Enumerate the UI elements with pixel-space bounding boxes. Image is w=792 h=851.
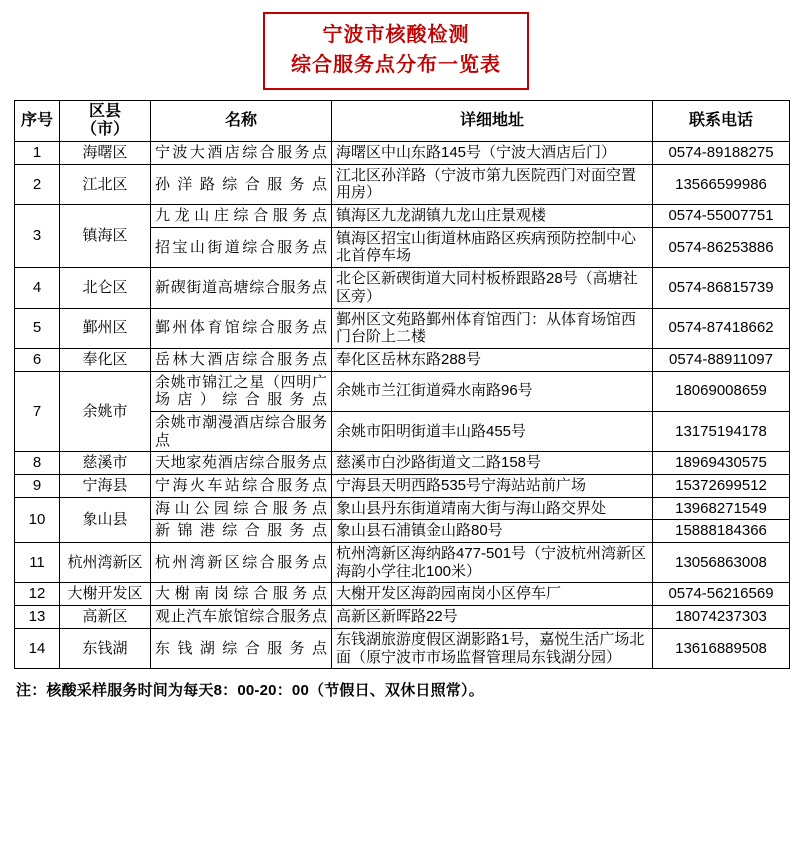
table-row: [15, 268, 790, 308]
title-line-2: 综合服务点分布一览表: [291, 54, 501, 76]
table-row: [15, 371, 790, 411]
cell-phone: 0574-55007751: [653, 205, 790, 228]
cell-district: 高新区: [60, 606, 151, 629]
cell-address: 余姚市兰江街道舜水南路96号: [332, 371, 653, 411]
cell-index: 5: [15, 308, 60, 348]
cell-address: 北仑区新碶街道大同村板桥跟路28号（高塘社区旁）: [332, 268, 653, 308]
cell-phone: 0574-87418662: [653, 308, 790, 348]
table-body: [15, 142, 790, 669]
cell-index: 13: [15, 606, 60, 629]
table-row: [15, 308, 790, 348]
cell-site-name: 余姚市潮漫酒店综合服务点: [151, 411, 332, 451]
cell-index: 4: [15, 268, 60, 308]
table-section: [0, 90, 792, 669]
cell-address: 杭州湾新区海纳路477-501号（宁波杭州湾新区海韵小学往北100米）: [332, 543, 653, 583]
header-row: [15, 101, 790, 142]
title-line-1: 宁波市核酸检测: [322, 24, 470, 46]
cell-site-name: 杭州湾新区综合服务点: [151, 543, 332, 583]
cell-address: 海曙区中山东路145号（宁波大酒店后门）: [332, 142, 653, 165]
header-district: [60, 101, 151, 142]
cell-phone: 13616889508: [653, 628, 790, 668]
cell-site-name: 九龙山庄综合服务点: [151, 205, 332, 228]
cell-phone: 0574-86253886: [653, 227, 790, 267]
table-row: [15, 606, 790, 629]
cell-index: 2: [15, 164, 60, 204]
table-row: [15, 543, 790, 583]
table-row: [15, 164, 790, 204]
cell-district: 鄞州区: [60, 308, 151, 348]
cell-site-name: 观止汽车旅馆综合服务点: [151, 606, 332, 629]
header-address: 详细地址: [332, 101, 653, 142]
cell-address: 镇海区九龙湖镇九龙山庄景观楼: [332, 205, 653, 228]
cell-district: 宁海县: [60, 475, 151, 498]
cell-address: 象山县石浦镇金山路80号: [332, 520, 653, 543]
cell-index: 14: [15, 628, 60, 668]
cell-site-name: 新碶街道高塘综合服务点: [151, 268, 332, 308]
cell-address: 镇海区招宝山街道林庙路区疾病预防控制中心北首停车场: [332, 227, 653, 267]
table-row: [15, 205, 790, 228]
title-section: [0, 0, 792, 90]
cell-index: 11: [15, 543, 60, 583]
cell-index: 1: [15, 142, 60, 165]
cell-district: 大榭开发区: [60, 583, 151, 606]
cell-district: 镇海区: [60, 205, 151, 268]
cell-index: 8: [15, 452, 60, 475]
cell-address: 高新区新晖路22号: [332, 606, 653, 629]
cell-index: 7: [15, 371, 60, 452]
cell-district: 杭州湾新区: [60, 543, 151, 583]
cell-address: 慈溪市白沙路街道文二路158号: [332, 452, 653, 475]
cell-phone: 0574-56216569: [653, 583, 790, 606]
cell-index: 12: [15, 583, 60, 606]
cell-site-name: 宁海火车站综合服务点: [151, 475, 332, 498]
cell-phone: 18969430575: [653, 452, 790, 475]
footer-note: 注：核酸采样服务时间为每天8：00-20：00（节假日、双休日照常）。: [16, 682, 484, 700]
cell-phone: 0574-89188275: [653, 142, 790, 165]
table-header: [15, 101, 790, 142]
cell-site-name: 海山公园综合服务点: [151, 497, 332, 520]
service-points-table: [14, 100, 790, 669]
table-row: [15, 628, 790, 668]
cell-site-name: 大榭南岗综合服务点: [151, 583, 332, 606]
header-name: 名称: [151, 101, 332, 142]
cell-site-name: 宁波大酒店综合服务点: [151, 142, 332, 165]
cell-index: 9: [15, 475, 60, 498]
cell-district: 慈溪市: [60, 452, 151, 475]
cell-address: 大榭开发区海韵园南岗小区停车厂: [332, 583, 653, 606]
cell-site-name: 招宝山街道综合服务点: [151, 227, 332, 267]
cell-index: 6: [15, 348, 60, 371]
table-row: [15, 452, 790, 475]
cell-address: 奉化区岳林东路288号: [332, 348, 653, 371]
cell-address: 东钱湖旅游度假区湖影路1号，嘉悦生活广场北面（原宁波市市场监督管理局东钱湖分园）: [332, 628, 653, 668]
cell-district: 东钱湖: [60, 628, 151, 668]
cell-phone: 0574-86815739: [653, 268, 790, 308]
cell-site-name: 新锦港综合服务点: [151, 520, 332, 543]
cell-phone: 13056863008: [653, 543, 790, 583]
cell-phone: 15888184366: [653, 520, 790, 543]
header-district-line2: （市）: [80, 121, 129, 138]
header-phone: 联系电话: [653, 101, 790, 142]
cell-address: 江北区孙洋路（宁波市第九医院西门对面空置用房）: [332, 164, 653, 204]
cell-phone: 15372699512: [653, 475, 790, 498]
cell-address: 宁海县天明西路535号宁海站站前广场: [332, 475, 653, 498]
header-index: 序号: [15, 101, 60, 142]
title-box: [263, 12, 529, 90]
cell-site-name: 天地家苑酒店综合服务点: [151, 452, 332, 475]
cell-phone: 18069008659: [653, 371, 790, 411]
cell-site-name: 东钱湖综合服务点: [151, 628, 332, 668]
table-row: [15, 475, 790, 498]
cell-phone: 13566599986: [653, 164, 790, 204]
cell-site-name: 余姚市锦江之星（四明广场店）综合服务点: [151, 371, 332, 411]
cell-index: 3: [15, 205, 60, 268]
cell-address: 鄞州区文苑路鄞州体育馆西门：从体育场馆西门台阶上二楼: [332, 308, 653, 348]
table-row: [15, 583, 790, 606]
cell-phone: 18074237303: [653, 606, 790, 629]
cell-district: 北仑区: [60, 268, 151, 308]
cell-address: 象山县丹东街道靖南大街与海山路交界处: [332, 497, 653, 520]
table-row: [15, 497, 790, 520]
cell-district: 余姚市: [60, 371, 151, 452]
cell-address: 余姚市阳明街道丰山路455号: [332, 411, 653, 451]
cell-phone: 0574-88911097: [653, 348, 790, 371]
cell-site-name: 孙洋路综合服务点: [151, 164, 332, 204]
table-row: [15, 142, 790, 165]
cell-district: 海曙区: [60, 142, 151, 165]
cell-site-name: 岳林大酒店综合服务点: [151, 348, 332, 371]
cell-district: 江北区: [60, 164, 151, 204]
cell-district: 象山县: [60, 497, 151, 542]
header-district-line1: 区县: [88, 103, 121, 121]
table-row: [15, 348, 790, 371]
cell-district: 奉化区: [60, 348, 151, 371]
cell-phone: 13175194178: [653, 411, 790, 451]
cell-index: 10: [15, 497, 60, 542]
cell-site-name: 鄞州体育馆综合服务点: [151, 308, 332, 348]
cell-phone: 13968271549: [653, 497, 790, 520]
